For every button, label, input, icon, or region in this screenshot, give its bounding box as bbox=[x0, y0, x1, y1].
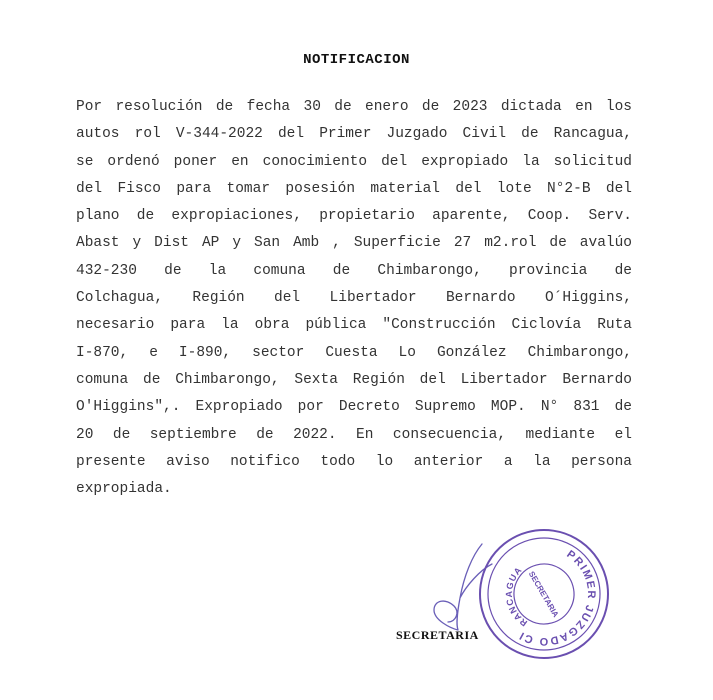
body-line: presente aviso notifico todo lo anterior a la persona bbox=[76, 453, 632, 470]
body-line: O'Higgins",. Expropiado por Decreto Supremo MOP. N° 831 de bbox=[76, 399, 632, 416]
body-line: autos rol V-344-2022 del Primer Juzgado Civil de Rancagua, bbox=[76, 126, 632, 143]
body-line: del Fisco para tomar posesión material del lote N°2-B del bbox=[76, 180, 632, 197]
svg-text:PRIMER JUZGADO CIVIL bbox=[516, 529, 614, 664]
stamp-outer-text: PRIMER JUZGADO CIVIL bbox=[516, 548, 598, 648]
signer-label: SECRETARIA bbox=[396, 628, 479, 642]
body-line: comuna de Chimbarongo, Sexta Región del Libertador Bernardo bbox=[76, 371, 632, 388]
notification-body bbox=[76, 94, 632, 503]
court-seal-stamp bbox=[474, 524, 614, 664]
document-title: NOTIFICACION bbox=[303, 52, 410, 68]
body-line: Abast y Dist AP y San Amb , Superficie 27 m2.rol de avalúo bbox=[76, 235, 632, 252]
stamp-center-text: SECRETARIA bbox=[526, 569, 561, 619]
body-line: Colchagua, Región del Libertador Bernardo O´Higgins, bbox=[76, 290, 632, 307]
body-line: se ordenó poner en conocimiento del expropiado la solicitud bbox=[76, 153, 632, 170]
body-line: plano de expropiaciones, propietario aparente, Coop. Serv. bbox=[76, 208, 632, 225]
body-line: 432-230 de la comuna de Chimbarongo, provincia de bbox=[76, 262, 632, 279]
body-line: 20 de septiembre de 2022. En consecuencia, mediante el bbox=[76, 426, 632, 443]
body-line: Por resolución de fecha 30 de enero de 2023 dictada en los bbox=[76, 99, 632, 115]
body-line: I-870, e I-890, sector Cuesta Lo González Chimbarongo, bbox=[76, 344, 632, 361]
body-line: expropiada. bbox=[76, 481, 172, 498]
body-line: necesario para la obra pública "Construcción Ciclovía Ruta bbox=[76, 317, 632, 334]
stamp-top-text: RANCAGUA bbox=[503, 564, 530, 629]
